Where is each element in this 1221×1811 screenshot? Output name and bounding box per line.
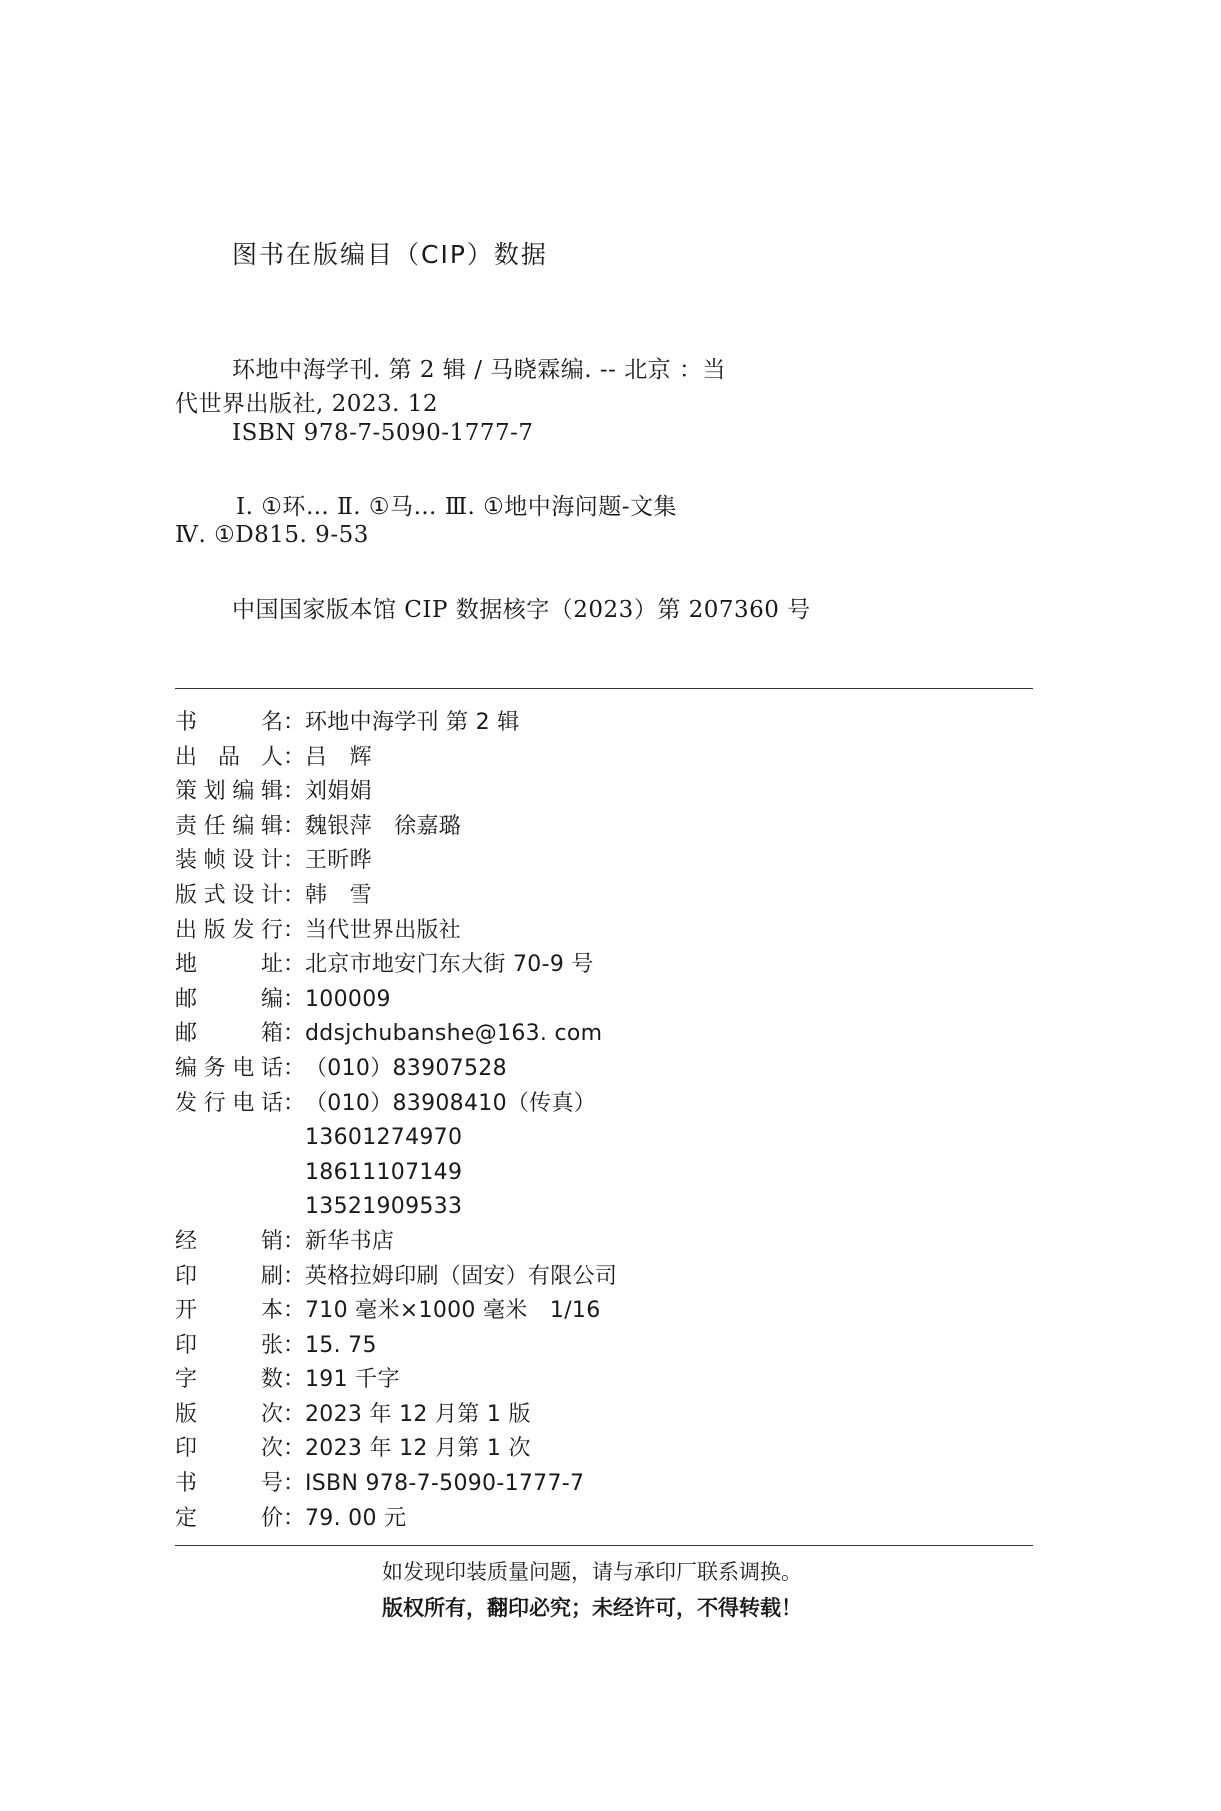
info-label-colon: ： bbox=[283, 1471, 306, 1497]
info-label bbox=[175, 1017, 306, 1052]
info-label-colon: ： bbox=[283, 1263, 306, 1289]
info-label-char: 次 bbox=[260, 1436, 283, 1462]
info-label-colon: ： bbox=[283, 710, 306, 735]
info-label-colon: ： bbox=[283, 779, 306, 805]
info-value: 2023 年 12 月第 1 次 bbox=[305, 1436, 531, 1462]
cip-heading: 图书在版编目（CIP）数据 bbox=[232, 240, 548, 269]
info-row bbox=[175, 879, 617, 914]
info-label-char: 发 bbox=[232, 917, 255, 943]
info-row bbox=[175, 1156, 617, 1191]
info-label-char: 编 bbox=[232, 813, 255, 839]
info-label-colon: ： bbox=[283, 744, 306, 770]
info-label-char: 编 bbox=[232, 779, 255, 805]
info-label bbox=[175, 983, 306, 1018]
info-value: 当代世界出版社 bbox=[305, 917, 462, 943]
info-label-char: 务 bbox=[203, 1055, 226, 1081]
info-row bbox=[175, 1329, 617, 1364]
info-label-char: 张 bbox=[260, 1332, 283, 1358]
bottom-divider bbox=[175, 1545, 1033, 1546]
info-label bbox=[175, 1052, 306, 1087]
info-label-colon: ： bbox=[283, 813, 306, 839]
top-divider bbox=[175, 688, 1033, 689]
info-label-char: 行 bbox=[203, 1090, 226, 1116]
info-label bbox=[175, 1432, 306, 1467]
info-value: ddsjchubanshe@163. com bbox=[305, 1021, 603, 1047]
info-value: 13521909533 bbox=[305, 1194, 463, 1220]
info-label bbox=[175, 1363, 306, 1398]
info-label-char: 次 bbox=[260, 1401, 283, 1427]
cip-isbn-line: ISBN 978-7-5090-1777-7 bbox=[232, 420, 534, 446]
info-label-colon: ： bbox=[283, 1021, 306, 1047]
info-label-char: 刷 bbox=[260, 1263, 283, 1289]
info-label-char: 编 bbox=[260, 986, 283, 1012]
info-label-colon: ： bbox=[283, 952, 306, 978]
info-label-colon bbox=[283, 1190, 303, 1225]
info-value: 18611107149 bbox=[305, 1159, 463, 1185]
info-label-colon: ： bbox=[283, 1055, 306, 1081]
info-row bbox=[175, 914, 617, 949]
info-value: 79. 00 元 bbox=[305, 1505, 407, 1531]
info-value: 魏银萍 徐嘉璐 bbox=[305, 813, 462, 839]
info-label bbox=[175, 1260, 306, 1295]
info-label-char: 行 bbox=[260, 917, 283, 943]
info-label bbox=[175, 1329, 306, 1364]
info-label bbox=[175, 1294, 306, 1329]
info-label-char: 号 bbox=[260, 1471, 283, 1497]
info-value: 191 千字 bbox=[305, 1367, 400, 1393]
cip-subject-line2: Ⅳ. ①D815. 9-53 bbox=[175, 522, 369, 548]
info-label bbox=[175, 844, 306, 879]
info-label-char: 设 bbox=[232, 848, 255, 874]
info-label-char: 书 bbox=[175, 1471, 198, 1497]
info-label-char: 责 bbox=[175, 813, 198, 839]
info-label bbox=[175, 1225, 306, 1260]
cip-subject-line1: Ⅰ. ①环… Ⅱ. ①马… Ⅲ. ①地中海问题-文集 bbox=[236, 494, 678, 520]
info-label-char: 人 bbox=[260, 744, 283, 770]
cip-record-line1: 环地中海学刊. 第 2 辑 / 马晓霖编. -- 北京 ：当 bbox=[232, 357, 727, 383]
info-value: 13601274970 bbox=[305, 1125, 463, 1151]
info-label-colon: ： bbox=[283, 1436, 306, 1462]
info-label-colon: ： bbox=[283, 1332, 306, 1358]
info-value: 北京市地安门东大街 70-9 号 bbox=[305, 952, 594, 978]
info-label-colon bbox=[283, 1121, 303, 1156]
info-label-char: 辑 bbox=[260, 813, 283, 839]
info-label-char: 辑 bbox=[260, 779, 283, 805]
publication-info-table bbox=[175, 706, 617, 1536]
info-label-char: 印 bbox=[175, 1436, 198, 1462]
info-value: 环地中海学刊 第 2 辑 bbox=[305, 710, 520, 735]
quality-notice: 如发现印装质量问题，请与承印厂联系调换。 bbox=[382, 1560, 802, 1584]
info-value: 15. 75 bbox=[305, 1332, 377, 1358]
info-label-char: 话 bbox=[260, 1055, 283, 1081]
info-row bbox=[175, 1467, 617, 1502]
info-label-char: 书 bbox=[175, 710, 198, 735]
info-label bbox=[175, 741, 306, 776]
info-label-char: 数 bbox=[260, 1367, 283, 1393]
info-row bbox=[175, 983, 617, 1018]
info-label bbox=[175, 1398, 306, 1433]
info-row bbox=[175, 706, 617, 741]
info-label bbox=[175, 948, 306, 983]
info-label-char: 计 bbox=[260, 882, 283, 908]
info-label-char: 设 bbox=[232, 882, 255, 908]
info-label-char: 帧 bbox=[203, 848, 226, 874]
info-label-char: 品 bbox=[217, 744, 240, 770]
info-value: 吕 辉 bbox=[305, 744, 372, 770]
info-label-char: 邮 bbox=[175, 986, 198, 1012]
info-row bbox=[175, 1121, 617, 1156]
info-label-char: 版 bbox=[175, 1401, 198, 1427]
info-label bbox=[175, 810, 306, 845]
info-value: 刘娟娟 bbox=[305, 779, 372, 805]
info-label-char: 版 bbox=[175, 882, 198, 908]
info-label-char: 版 bbox=[203, 917, 226, 943]
cip-verification-number: 中国国家版本馆 CIP 数据核字（2023）第 207360 号 bbox=[232, 597, 811, 623]
info-label-char: 定 bbox=[175, 1505, 198, 1531]
info-label-colon: ： bbox=[283, 1298, 306, 1324]
info-label-char: 发 bbox=[175, 1090, 198, 1116]
info-row bbox=[175, 1294, 617, 1329]
info-label-char: 出 bbox=[175, 917, 198, 943]
info-label-char: 策 bbox=[175, 779, 198, 805]
info-label-char: 电 bbox=[232, 1055, 255, 1081]
info-label bbox=[175, 706, 306, 741]
info-label-char: 经 bbox=[175, 1228, 198, 1254]
info-label-char: 开 bbox=[175, 1298, 198, 1324]
info-label-char: 地 bbox=[175, 952, 198, 978]
info-value: 710 毫米×1000 毫米 1/16 bbox=[305, 1298, 601, 1324]
info-label-colon: ： bbox=[283, 848, 306, 874]
info-label-char: 出 bbox=[175, 744, 198, 770]
copyright-notice: 版权所有，翻印必究；未经许可，不得转载！ bbox=[382, 1596, 802, 1620]
info-label bbox=[175, 1190, 303, 1225]
info-label bbox=[175, 879, 306, 914]
info-label-colon: ： bbox=[283, 1505, 306, 1531]
info-label-colon: ： bbox=[283, 917, 306, 943]
info-label-char: 销 bbox=[260, 1228, 283, 1254]
info-label-char: 名 bbox=[260, 710, 283, 735]
info-label bbox=[175, 1121, 303, 1156]
info-label-char: 计 bbox=[260, 848, 283, 874]
info-row bbox=[175, 1017, 617, 1052]
info-label bbox=[175, 914, 306, 949]
info-label bbox=[175, 1156, 303, 1191]
info-label-colon: ： bbox=[283, 986, 306, 1012]
info-value: 100009 bbox=[305, 986, 391, 1012]
info-row bbox=[175, 1363, 617, 1398]
info-label bbox=[175, 1087, 306, 1122]
info-row bbox=[175, 810, 617, 845]
info-value: 王昕晔 bbox=[305, 848, 372, 874]
info-value: 新华书店 bbox=[305, 1228, 395, 1254]
info-row bbox=[175, 948, 617, 983]
info-row bbox=[175, 1225, 617, 1260]
info-label-char: 话 bbox=[260, 1090, 283, 1116]
info-label-char: 式 bbox=[203, 882, 226, 908]
cip-record-line2: 代世界出版社, 2023. 12 bbox=[175, 391, 439, 417]
info-label-colon: ： bbox=[283, 1090, 306, 1116]
info-row bbox=[175, 1052, 617, 1087]
info-label-char: 址 bbox=[260, 952, 283, 978]
info-value: （010）83908410（传真） bbox=[305, 1090, 597, 1116]
info-row bbox=[175, 844, 617, 879]
info-label-char: 价 bbox=[260, 1505, 283, 1531]
info-value: 韩 雪 bbox=[305, 882, 372, 908]
info-label-char: 印 bbox=[175, 1263, 198, 1289]
info-label-char: 装 bbox=[175, 848, 198, 874]
info-label-char: 划 bbox=[203, 779, 226, 805]
info-row bbox=[175, 1398, 617, 1433]
info-label-char: 编 bbox=[175, 1055, 198, 1081]
info-label-char: 任 bbox=[203, 813, 226, 839]
info-label-colon: ： bbox=[283, 1367, 306, 1393]
info-row bbox=[175, 1502, 617, 1537]
info-row bbox=[175, 1087, 617, 1122]
info-label bbox=[175, 1502, 306, 1537]
info-value: 英格拉姆印刷（固安）有限公司 bbox=[305, 1263, 618, 1289]
info-label-char: 邮 bbox=[175, 1021, 198, 1047]
info-label bbox=[175, 1467, 306, 1502]
info-row bbox=[175, 775, 617, 810]
info-row bbox=[175, 741, 617, 776]
info-label-char: 本 bbox=[260, 1298, 283, 1324]
info-label-colon: ： bbox=[283, 1228, 306, 1254]
info-label-char: 电 bbox=[232, 1090, 255, 1116]
info-value: ISBN 978-7-5090-1777-7 bbox=[305, 1471, 585, 1497]
info-label-colon bbox=[283, 1156, 303, 1191]
info-label-colon: ： bbox=[283, 1401, 306, 1427]
info-label-char: 箱 bbox=[260, 1021, 283, 1047]
info-row bbox=[175, 1190, 617, 1225]
info-label-char: 字 bbox=[175, 1367, 198, 1393]
info-label-char: 印 bbox=[175, 1332, 198, 1358]
info-label-colon: ： bbox=[283, 882, 306, 908]
info-row bbox=[175, 1260, 617, 1295]
info-value: 2023 年 12 月第 1 版 bbox=[305, 1401, 531, 1427]
info-label bbox=[175, 775, 306, 810]
info-value: （010）83907528 bbox=[305, 1055, 507, 1081]
info-row bbox=[175, 1432, 617, 1467]
